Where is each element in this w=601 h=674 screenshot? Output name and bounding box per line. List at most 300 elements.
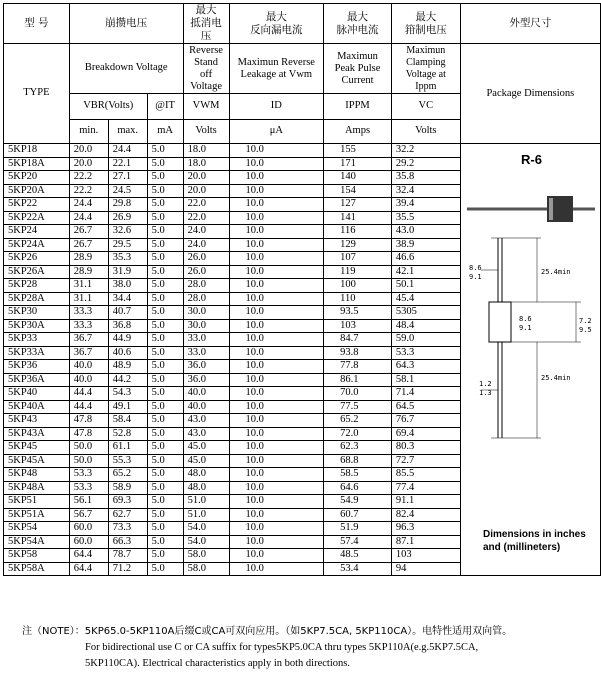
dim-lead2: 25.4min	[541, 374, 571, 382]
table-cell: 20.0	[69, 144, 108, 158]
table-cell: 43.0	[183, 427, 229, 441]
table-cell: 5.0	[147, 522, 183, 536]
table-cell: 46.6	[391, 252, 460, 266]
cell-type: 5KP28	[4, 279, 70, 293]
table-cell: 10.0	[229, 252, 324, 266]
table-cell: 5.0	[147, 211, 183, 225]
cell-type: 5KP30A	[4, 319, 70, 333]
cell-type: 5KP54A	[4, 535, 70, 549]
cell-type: 5KP40A	[4, 400, 70, 414]
table-cell: 36.7	[69, 346, 108, 360]
cell-type: 5KP51	[4, 495, 70, 509]
table-cell: 36.0	[183, 360, 229, 374]
table-cell: 64.6	[324, 481, 392, 495]
table-cell: 10.0	[229, 184, 324, 198]
header-ippm-zh: 最大 脉冲电流	[324, 4, 392, 44]
table-cell: 40.7	[108, 306, 147, 320]
cell-type: 5KP20A	[4, 184, 70, 198]
table-cell: 35.5	[391, 211, 460, 225]
table-cell: 51.0	[183, 495, 229, 509]
table-cell: 10.0	[229, 427, 324, 441]
cell-type: 5KP22	[4, 198, 70, 212]
table-cell: 155	[324, 144, 392, 158]
cell-type: 5KP58A	[4, 562, 70, 576]
table-cell: 5.0	[147, 427, 183, 441]
cell-type: 5KP48A	[4, 481, 70, 495]
table-cell: 69.4	[391, 427, 460, 441]
table-cell: 10.0	[229, 481, 324, 495]
table-cell: 10.0	[229, 211, 324, 225]
table-cell: 28.9	[69, 252, 108, 266]
table-cell: 26.7	[69, 238, 108, 252]
cell-type: 5KP24A	[4, 238, 70, 252]
table-cell: 52.8	[108, 427, 147, 441]
table-cell: 32.2	[391, 144, 460, 158]
table-cell: 10.0	[229, 495, 324, 509]
table-cell: 28.0	[183, 279, 229, 293]
table-cell: 60.0	[69, 522, 108, 536]
table-cell: 50.1	[391, 279, 460, 293]
table-cell: 5.0	[147, 360, 183, 374]
table-cell: 26.7	[69, 225, 108, 239]
table-cell: 154	[324, 184, 392, 198]
header-id: ID	[229, 94, 324, 120]
header-id-en: Maximun Reverse Leakage at Vwm	[229, 44, 324, 94]
header-pkg-zh: 外型尺寸	[460, 4, 600, 44]
cell-type: 5KP24	[4, 225, 70, 239]
table-cell: 5.0	[147, 387, 183, 401]
table-cell: 77.5	[324, 400, 392, 414]
table-cell: 24.0	[183, 225, 229, 239]
table-cell: 54.9	[324, 495, 392, 509]
body-outline	[489, 302, 511, 342]
table-cell: 29.8	[108, 198, 147, 212]
table-cell: 40.6	[108, 346, 147, 360]
note-line3: 5KP110CA). Electrical characteristics apply in both directions.	[85, 658, 350, 669]
table-cell: 30.0	[183, 319, 229, 333]
table-cell: 70.0	[324, 387, 392, 401]
dim-lead1: 25.4min	[541, 268, 571, 276]
table-cell: 5.0	[147, 279, 183, 293]
cell-type: 5KP36A	[4, 373, 70, 387]
header-vwm-en: Reverse Stand off Voltage	[183, 44, 229, 94]
table-cell: 127	[324, 198, 392, 212]
diode-figure	[461, 142, 601, 442]
table-cell: 53.3	[391, 346, 460, 360]
table-cell: 10.0	[229, 562, 324, 576]
table-cell: 107	[324, 252, 392, 266]
table-cell: 10.0	[229, 387, 324, 401]
header-breakdown-zh: 崩攒电压	[69, 4, 183, 44]
cell-type: 5KP58	[4, 549, 70, 563]
table-cell: 54.3	[108, 387, 147, 401]
unit-volts-clamp: Volts	[391, 120, 460, 144]
table-cell: 10.0	[229, 549, 324, 563]
table-cell: 50.0	[69, 454, 108, 468]
table-cell: 72.7	[391, 454, 460, 468]
cell-type: 5KP33A	[4, 346, 70, 360]
table-cell: 5.0	[147, 265, 183, 279]
table-cell: 110	[324, 292, 392, 306]
table-cell: 20.0	[183, 184, 229, 198]
table-cell: 5.0	[147, 454, 183, 468]
cell-type: 5KP28A	[4, 292, 70, 306]
table-cell: 129	[324, 238, 392, 252]
package-caption-line2: and (millineters)	[483, 542, 561, 553]
table-cell: 58.0	[183, 549, 229, 563]
table-cell: 5.0	[147, 292, 183, 306]
table-cell: 5.0	[147, 238, 183, 252]
table-cell: 65.2	[324, 414, 392, 428]
table-cell: 65.2	[108, 468, 147, 482]
table-cell: 24.4	[69, 211, 108, 225]
table-cell: 10.0	[229, 522, 324, 536]
table-cell: 18.0	[183, 144, 229, 158]
table-cell: 28.9	[69, 265, 108, 279]
table-cell: 103	[391, 549, 460, 563]
table-cell: 5.0	[147, 144, 183, 158]
table-cell: 48.0	[183, 481, 229, 495]
table-cell: 44.4	[69, 387, 108, 401]
table-cell: 24.4	[108, 144, 147, 158]
cell-type: 5KP43A	[4, 427, 70, 441]
table-cell: 40.0	[183, 387, 229, 401]
header-vwm-zh: 最大 抵消电压	[183, 4, 229, 44]
table-cell: 61.1	[108, 441, 147, 455]
table-cell: 40.0	[69, 373, 108, 387]
table-cell: 72.0	[324, 427, 392, 441]
table-cell: 10.0	[229, 508, 324, 522]
note	[22, 624, 512, 672]
cell-type: 5KP26	[4, 252, 70, 266]
table-cell: 85.5	[391, 468, 460, 482]
table-cell: 10.0	[229, 346, 324, 360]
table-cell: 64.4	[69, 562, 108, 576]
header-breakdown-en: Breakdown Voltage	[69, 44, 183, 94]
table-cell: 24.4	[69, 198, 108, 212]
table-cell: 93.8	[324, 346, 392, 360]
dim-body1: 8.6	[519, 315, 532, 323]
table-cell: 38.9	[391, 238, 460, 252]
header-type-en: TYPE	[4, 44, 70, 144]
package-caption-line1: Dimensions in inches	[483, 529, 586, 540]
table-cell: 119	[324, 265, 392, 279]
table-cell: 5.0	[147, 468, 183, 482]
table-cell: 40.0	[183, 400, 229, 414]
table-cell: 5.0	[147, 319, 183, 333]
cell-type: 5KP40	[4, 387, 70, 401]
table-cell: 86.1	[324, 373, 392, 387]
cell-type: 5KP45	[4, 441, 70, 455]
package-caption	[483, 528, 586, 554]
table-cell: 10.0	[229, 265, 324, 279]
table-cell: 53.3	[69, 481, 108, 495]
table-cell: 5.0	[147, 495, 183, 509]
table-cell: 10.0	[229, 360, 324, 374]
table-cell: 78.7	[108, 549, 147, 563]
table-cell: 71.4	[391, 387, 460, 401]
note-line1: 注（NOTE）：5KP65.0-5KP110A后缀C或CA可双向应用。（如5KP7.5CA, 5KP110CA）。电特性适用双向管。	[22, 626, 513, 637]
header-it: @IT	[147, 94, 183, 120]
table-cell: 40.0	[69, 360, 108, 374]
table-cell: 91.1	[391, 495, 460, 509]
cell-type: 5KP45A	[4, 454, 70, 468]
unit-max: max.	[108, 120, 147, 144]
header-type-zh: 型 号	[4, 4, 70, 44]
table-cell: 5.0	[147, 400, 183, 414]
table-cell: 31.1	[69, 292, 108, 306]
cell-type: 5KP26A	[4, 265, 70, 279]
table-cell: 10.0	[229, 441, 324, 455]
table-cell: 55.3	[108, 454, 147, 468]
header-pkg-en: Package Dimensions	[460, 44, 600, 144]
table-cell: 18.0	[183, 157, 229, 171]
table-cell: 5.0	[147, 481, 183, 495]
table-cell: 58.4	[108, 414, 147, 428]
table-cell: 96.3	[391, 522, 460, 536]
table-cell: 87.1	[391, 535, 460, 549]
table-cell: 35.8	[391, 171, 460, 185]
cell-type: 5KP22A	[4, 211, 70, 225]
table-cell: 103	[324, 319, 392, 333]
cell-type: 5KP30	[4, 306, 70, 320]
table-cell: 116	[324, 225, 392, 239]
table-cell: 10.0	[229, 292, 324, 306]
table-cell: 26.0	[183, 265, 229, 279]
table-cell: 58.5	[324, 468, 392, 482]
table-cell: 5.0	[147, 549, 183, 563]
table-cell: 141	[324, 211, 392, 225]
table-cell: 34.4	[108, 292, 147, 306]
table-cell: 57.4	[324, 535, 392, 549]
table-cell: 24.5	[108, 184, 147, 198]
cell-type: 5KP33	[4, 333, 70, 347]
table-cell: 44.2	[108, 373, 147, 387]
table-cell: 71.2	[108, 562, 147, 576]
table-cell: 5.0	[147, 562, 183, 576]
header-id-zh: 最大 反向漏电流	[229, 4, 324, 44]
table-cell: 58.0	[183, 562, 229, 576]
table-cell: 30.0	[183, 306, 229, 320]
table-cell: 20.0	[183, 171, 229, 185]
unit-amps: Amps	[324, 120, 392, 144]
table-cell: 51.9	[324, 522, 392, 536]
table-cell: 66.3	[108, 535, 147, 549]
table-cell: 56.7	[69, 508, 108, 522]
table-cell: 36.7	[69, 333, 108, 347]
table-cell: 5.0	[147, 535, 183, 549]
table-cell: 22.1	[108, 157, 147, 171]
dim-body2: 9.1	[519, 324, 532, 332]
unit-ua: μA	[229, 120, 324, 144]
cell-type: 5KP36	[4, 360, 70, 374]
table-cell: 10.0	[229, 171, 324, 185]
table-cell: 77.8	[324, 360, 392, 374]
table-cell: 68.8	[324, 454, 392, 468]
table-cell: 64.4	[69, 549, 108, 563]
table-cell: 59.0	[391, 333, 460, 347]
table-cell: 10.0	[229, 279, 324, 293]
table-cell: 84.7	[324, 333, 392, 347]
table-cell: 22.2	[69, 171, 108, 185]
table-cell: 33.3	[69, 319, 108, 333]
table-cell: 5.0	[147, 225, 183, 239]
table-cell: 5.0	[147, 184, 183, 198]
table-cell: 44.9	[108, 333, 147, 347]
cell-type: 5KP48	[4, 468, 70, 482]
table-cell: 5.0	[147, 157, 183, 171]
dim-d2: 9.1	[469, 273, 482, 281]
table-cell: 10.0	[229, 468, 324, 482]
cell-type: 5KP20	[4, 171, 70, 185]
table-cell: 50.0	[69, 441, 108, 455]
table-cell: 64.3	[391, 360, 460, 374]
table-cell: 29.5	[108, 238, 147, 252]
table-cell: 60.7	[324, 508, 392, 522]
header-vbr: VBR(Volts)	[69, 94, 147, 120]
table-cell: 5.0	[147, 198, 183, 212]
table-cell: 10.0	[229, 333, 324, 347]
table-cell: 39.4	[391, 198, 460, 212]
table-cell: 5305	[391, 306, 460, 320]
table-cell: 24.0	[183, 238, 229, 252]
unit-ma: mA	[147, 120, 183, 144]
table-cell: 38.0	[108, 279, 147, 293]
dim-w2: 1.3	[479, 389, 492, 397]
table-cell: 100	[324, 279, 392, 293]
table-cell: 69.3	[108, 495, 147, 509]
table-cell: 45.0	[183, 454, 229, 468]
cell-type: 5KP18A	[4, 157, 70, 171]
table-cell: 53.3	[69, 468, 108, 482]
table-cell: 48.9	[108, 360, 147, 374]
table-cell: 26.0	[183, 252, 229, 266]
dim-d1: 8.6	[469, 264, 482, 272]
table-cell: 10.0	[229, 144, 324, 158]
table-cell: 26.9	[108, 211, 147, 225]
table-cell: 31.9	[108, 265, 147, 279]
package-drawing	[461, 142, 601, 607]
table-cell: 42.1	[391, 265, 460, 279]
table-cell: 82.4	[391, 508, 460, 522]
table-cell: 5.0	[147, 306, 183, 320]
unit-min: min.	[69, 120, 108, 144]
table-cell: 10.0	[229, 198, 324, 212]
table-cell: 5.0	[147, 414, 183, 428]
table-cell: 64.5	[391, 400, 460, 414]
table-cell: 5.0	[147, 373, 183, 387]
header-ippm-en: Maximun Peak Pulse Current	[324, 44, 392, 94]
table-cell: 36.8	[108, 319, 147, 333]
table-cell: 5.0	[147, 171, 183, 185]
header-ippm: IPPM	[324, 94, 392, 120]
table-cell: 10.0	[229, 238, 324, 252]
table-cell: 48.0	[183, 468, 229, 482]
table-cell: 36.0	[183, 373, 229, 387]
table-cell: 35.3	[108, 252, 147, 266]
header-vwm: VWM	[183, 94, 229, 120]
table-cell: 22.0	[183, 211, 229, 225]
table-cell: 32.4	[391, 184, 460, 198]
table-cell: 45.0	[183, 441, 229, 455]
table-cell: 62.3	[324, 441, 392, 455]
table-cell: 43.0	[391, 225, 460, 239]
diode-band	[549, 198, 553, 220]
table-cell: 10.0	[229, 454, 324, 468]
package-name: R-6	[521, 152, 542, 167]
table-cell: 43.0	[183, 414, 229, 428]
header-vc-zh: 最大 箝制电压	[391, 4, 460, 44]
dim-body4: 9.5	[579, 326, 592, 334]
table-cell: 33.0	[183, 333, 229, 347]
table-cell: 10.0	[229, 400, 324, 414]
header-vc: VC	[391, 94, 460, 120]
table-cell: 47.8	[69, 427, 108, 441]
table-cell: 47.8	[69, 414, 108, 428]
table-cell: 48.4	[391, 319, 460, 333]
table-cell: 5.0	[147, 333, 183, 347]
table-cell: 10.0	[229, 306, 324, 320]
table-cell: 53.4	[324, 562, 392, 576]
table-cell: 10.0	[229, 373, 324, 387]
table-cell: 29.2	[391, 157, 460, 171]
note-line2: For bidirectional use C or CA suffix for types5KP5.0CA thru types 5KP110A(e.g.5KP7.5CA,	[85, 642, 479, 653]
cell-type: 5KP18	[4, 144, 70, 158]
table-cell: 28.0	[183, 292, 229, 306]
dim-w1: 1.2	[479, 380, 492, 388]
table-cell: 45.4	[391, 292, 460, 306]
table-cell: 51.0	[183, 508, 229, 522]
table-cell: 49.1	[108, 400, 147, 414]
table-cell: 22.0	[183, 198, 229, 212]
table-cell: 32.6	[108, 225, 147, 239]
table-cell: 10.0	[229, 319, 324, 333]
table-cell: 10.0	[229, 535, 324, 549]
dim-body3: 7.2	[579, 317, 592, 325]
table-cell: 73.3	[108, 522, 147, 536]
table-cell: 140	[324, 171, 392, 185]
table-cell: 54.0	[183, 535, 229, 549]
table-cell: 94	[391, 562, 460, 576]
table-cell: 33.0	[183, 346, 229, 360]
table-cell: 20.0	[69, 157, 108, 171]
table-cell: 33.3	[69, 306, 108, 320]
table-cell: 171	[324, 157, 392, 171]
table-cell: 54.0	[183, 522, 229, 536]
table-cell: 80.3	[391, 441, 460, 455]
cell-type: 5KP43	[4, 414, 70, 428]
table-cell: 10.0	[229, 225, 324, 239]
table-cell: 10.0	[229, 414, 324, 428]
table-cell: 10.0	[229, 157, 324, 171]
table-cell: 58.1	[391, 373, 460, 387]
table-cell: 60.0	[69, 535, 108, 549]
table-cell: 48.5	[324, 549, 392, 563]
table-cell: 5.0	[147, 252, 183, 266]
spec-sheet	[3, 3, 601, 576]
unit-volts: Volts	[183, 120, 229, 144]
header-vc-en: Maximun Clamping Voltage at Ippm	[391, 44, 460, 94]
table-cell: 58.9	[108, 481, 147, 495]
table-cell: 44.4	[69, 400, 108, 414]
table-cell: 22.2	[69, 184, 108, 198]
cell-type: 5KP51A	[4, 508, 70, 522]
table-cell: 27.1	[108, 171, 147, 185]
table-cell: 31.1	[69, 279, 108, 293]
table-cell: 77.4	[391, 481, 460, 495]
table-cell: 56.1	[69, 495, 108, 509]
table-cell: 5.0	[147, 508, 183, 522]
